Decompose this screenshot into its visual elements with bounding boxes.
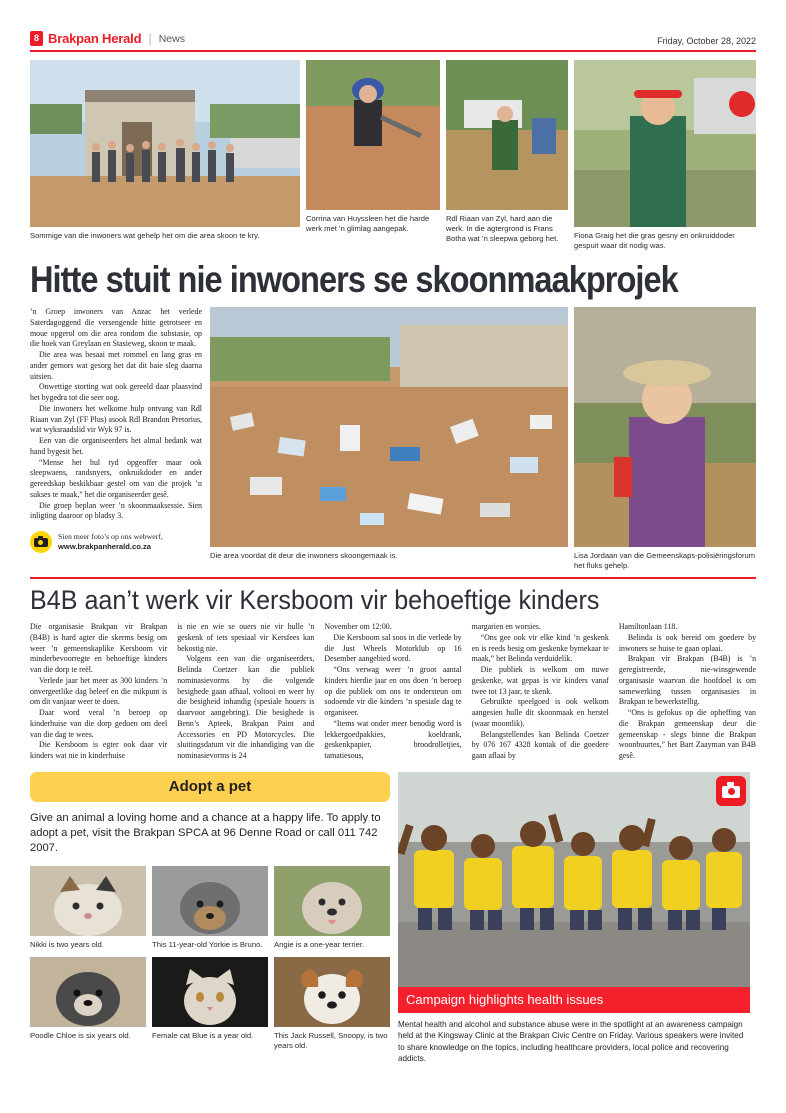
campaign-title: Campaign highlights health issues	[398, 987, 750, 1013]
paragraph: Een van die organiseerders het almal bedank wat hand bygesit het.	[30, 436, 202, 456]
paragraph: Verlede jaar het meer as 300 kinders ’n onvergeetlike dag beleef en die mikpunt is om dit vanjaar weer te doen.	[30, 675, 168, 707]
paragraph: “Items wat onder meer benodig word is lekkergoedpakkies, koeldrank, geskenkpapier, broodrolletjies, tamatiesous,	[324, 718, 462, 760]
issue-date: Friday, October 28, 2022	[657, 36, 756, 46]
top-photo-row	[30, 60, 756, 251]
article2-headline: B4B aan’t werk vir Kersboom vir behoeftige kinders	[30, 584, 600, 615]
campaign-section	[398, 772, 750, 1065]
photo-art	[574, 60, 756, 227]
article2-body	[30, 622, 167, 762]
photo-caption: Corrina van Huyssleen het die harde werk met ’n glimlag aangepak.	[306, 214, 430, 234]
article2-column-2	[177, 622, 314, 762]
article2-body	[472, 622, 609, 762]
pet-caption: This 11-year-old Yorkie is Bruno.	[152, 940, 263, 950]
pet-caption: Female cat Blue is a year old.	[152, 1030, 254, 1040]
bottom-section	[30, 772, 756, 1065]
paragraph: Belinda is ook bereid om goedere by inwoners se huise te gaan oplaai.	[618, 632, 757, 653]
pet-card[interactable]	[274, 957, 390, 1051]
photo-art	[446, 60, 568, 210]
photo-art	[152, 957, 268, 1027]
masthead-separator: |	[148, 31, 152, 46]
pet-card[interactable]	[30, 866, 146, 950]
photo-residents-group	[30, 60, 300, 227]
article1-body	[30, 307, 202, 522]
photo-art	[152, 866, 268, 936]
pet-card[interactable]	[274, 866, 390, 950]
photo-art	[574, 307, 756, 547]
masthead	[30, 0, 756, 46]
article2-column-4	[472, 622, 609, 762]
article-divider-rule	[30, 577, 756, 579]
paragraph: Die area was besaai met rommel en lang gras en ander gemors wat gesorg het dat dit baie sleg daarna uitsien.	[30, 350, 202, 381]
paragraph: “Ons verwag weer ’n groot aantal kinders hierdie jaar en ons doen ’n beroep op die publiek om ons te ondersteun om sodoende vir die kinders ’n spesiale dag te organiseer.	[324, 665, 462, 717]
article1-text-column	[30, 307, 202, 571]
paragraph: Die publiek is welkom om nuwe geskenke, wat gepas is vir kinders vanaf twee tot 13 jaar, te skenk.	[471, 665, 609, 696]
paragraph: Volgens een van die organiseerders, Belinda Coetzer kan die publiek nominasievorms by die volgende besighede gaan afhaal, voltooi en weer by die besigheid inhandig (spesiale houers is daarvoor aangebring). Die besighede is Benn’s Apteek, Brakpan Paint and Accessories en PD Motorcycles. Die sluitingsdatum vir die inhandiging van die nominasievorms is 24	[177, 654, 315, 760]
article2-body	[324, 622, 461, 762]
paragraph: “Ons is gefokus op die opheffing van die Brakpan gemeenskap deur die gemeenskap - slegs binne die Brakpan woonbuurtes,” het Bart Zaayman van B4B gesê.	[618, 708, 757, 760]
photo-art	[210, 307, 568, 547]
photo-pet-snoopy	[274, 957, 390, 1027]
photo-block-2	[306, 60, 440, 251]
adopt-a-pet-section	[30, 772, 390, 1065]
paragraph: “Ons gee ook vir elke kind ’n geskenk en is reeds besig om geskenke bymekaar te maak,” het Belinda verduidelik.	[471, 632, 609, 664]
photo-art	[30, 866, 146, 936]
website-reference-text	[58, 532, 163, 552]
paragraph: Daar word veral ’n beroep op kinderhuise van die dorp gedoen om deel van die dag te wees.	[30, 708, 168, 739]
photo-block-before	[210, 307, 568, 571]
paragraph: Die Kersboom is egter ook daar vir kinders wat nie in kinderhuise	[30, 740, 168, 760]
camera-icon[interactable]	[716, 776, 746, 806]
pet-caption: Nikki is two years old.	[30, 940, 104, 950]
photo-pet-angie	[274, 866, 390, 936]
paragraph: Onwettige storting wat ook gereeld daar plaasvind het bygedra tot die seer oog.	[30, 382, 202, 403]
article2	[30, 622, 756, 762]
camera-icon	[30, 531, 52, 553]
paragraph: Brakpan vir Brakpan (B4B) is ’n geregistreerde, nie-winsgewende organisasie waarvan die hoofdoel is om samewerking tussen organisasies in Brakpan te bewerkstellig.	[618, 654, 757, 707]
paragraph: is nie en wie se ouers nie vir hulle ’n geskenk of iets spesiaal vir Kersfees kan bekostig nie.	[177, 622, 315, 653]
adopt-intro-text: Give an animal a loving home and a chance at a happy life. To apply to adopt a pet, visit the Brakpan SPCA at 96 Denne Road or call 011 742 2007.	[30, 811, 381, 855]
campaign-body: Mental health and alcohol and substance abuse were in the spotlight at an awareness campaign held at the Kingsway Clinic at the Brakpan Civic Centre on Friday. Various speakers were invited to share knowledge on the topics, including healthcare providers, local police and recovering addicts.	[398, 1019, 744, 1064]
adopt-banner-title: Adopt a pet	[30, 772, 390, 802]
photo-caption: Fiona Graig het die gras gesny en onkruiddoder gespuit waar dit nodig was.	[574, 231, 735, 251]
photo-pet-blue	[152, 957, 268, 1027]
photo-pet-nikki	[30, 866, 146, 936]
pet-caption: This Jack Russell, Snoopy, is two years old.	[274, 1030, 388, 1050]
paragraph: Die inwoners het welkome hulp ontvang van Rdl Riaan van Zyl (FF Plus) asook Rdl Brandon Pretorius, wat wyksraadslid vir Wyk 97 is.	[30, 403, 202, 435]
paragraph: Belangstellendes kan Belinda Coetzer by 076 167 4328 kontak of die goedere gaan aflaai by	[471, 729, 609, 760]
article1	[30, 307, 756, 571]
publication-title: Brakpan Herald	[48, 31, 142, 46]
paragraph: Hamiltonlaan 118.	[618, 622, 678, 631]
article2-column-5	[619, 622, 756, 762]
photo-block-4	[574, 60, 756, 251]
article2-body	[619, 622, 756, 762]
photo-block-lisa	[574, 307, 756, 571]
pet-caption: Poodle Chloe is six years old.	[30, 1030, 131, 1040]
pet-caption: Angie is a one-year terrier.	[274, 940, 365, 950]
pet-grid	[30, 866, 390, 1050]
photo-caption: Sommige van die inwoners wat gehelp het om die area skoon te kry.	[30, 231, 260, 240]
photo-area-before-cleanup	[210, 307, 568, 547]
paragraph: November om 12:00.	[324, 622, 392, 631]
pet-card[interactable]	[30, 957, 146, 1051]
website-reference-line1: Sien meer foto’s op ons webwerf,	[58, 531, 163, 541]
paragraph: “Mense het hul tyd opgeoffer maar ook sleepwaens, randsnyers, onkruikdoder en ander gereedskap beskikbaar gestel om van die projek ’n sukses te maak,” het die organiseerder gesê.	[30, 457, 202, 499]
article2-column-3	[324, 622, 461, 762]
photo-caption: Die area voordat dit deur die inwoners skoongemaak is.	[210, 551, 398, 561]
photo-fiona	[574, 60, 756, 227]
paragraph: Die organisasie Brakpan vir Brakpan (B4B) is hard agter die skerms besig om weer ’n gemeenskaplike Kersboom vir minderbevoorregte en behoeftige kinders van die dorp te reël.	[30, 622, 168, 674]
photo-pet-bruno	[152, 866, 268, 936]
photo-art	[274, 866, 390, 936]
page-number-badge: 8	[30, 31, 43, 46]
photo-riaan	[446, 60, 568, 210]
paragraph: margarien en worsies.	[471, 622, 541, 631]
paragraph: Gebruikte speelgoed is ook welkom aangesien hulle dit skoonmaak en herstel (waar moontlik).	[471, 697, 609, 728]
paragraph: ’n Groep inwoners van Anzac het verlede Saterdagoggend die versengende hitte getrotseer en moue opgerol om die area rondom die substasie, op die hoek van Greylaan en Stasieweg, skoon te maak.	[30, 307, 202, 349]
article2-body	[177, 622, 314, 762]
paragraph: Die groep beplan weer ’n skoonmaaksessie. Sien inligting daaroor op bladsy 3.	[30, 500, 202, 521]
photo-art	[30, 957, 146, 1027]
photo-block-3	[446, 60, 568, 251]
pet-card[interactable]	[152, 957, 268, 1051]
photo-caption: Lisa Jordaan van die Gemeenskaps-polisiëringsforum het fluks gehelp.	[574, 551, 756, 571]
pet-card[interactable]	[152, 866, 268, 950]
masthead-rule	[30, 50, 756, 52]
masthead-left	[30, 31, 185, 46]
website-reference[interactable]	[30, 531, 202, 553]
photo-pet-chloe	[30, 957, 146, 1027]
paragraph: Die Kersboom sal soos in die verlede by die Just Wheels Motorklub op 16 Desember aangebied word.	[324, 632, 462, 664]
article1-headline: Hitte stuit nie inwoners se skoonmaakprojek	[30, 259, 678, 301]
photo-art	[398, 772, 750, 987]
section-label: News	[158, 32, 185, 45]
article2-column-1	[30, 622, 167, 762]
photo-art	[30, 60, 300, 227]
website-url[interactable]: www.brakpanherald.co.za	[58, 542, 151, 552]
article1-photo-group	[210, 307, 756, 571]
photo-art	[306, 60, 440, 210]
photo-corrina	[306, 60, 440, 210]
photo-caption: Rdl Riaan van Zyl, hard aan die werk. In die agtergrond is Frans Botha wat ’n sleepwa geborg het.	[446, 214, 559, 244]
photo-art	[274, 957, 390, 1027]
photo-campaign-group	[398, 772, 750, 987]
photo-lisa-jordaan	[574, 307, 756, 547]
photo-block-1	[30, 60, 300, 251]
